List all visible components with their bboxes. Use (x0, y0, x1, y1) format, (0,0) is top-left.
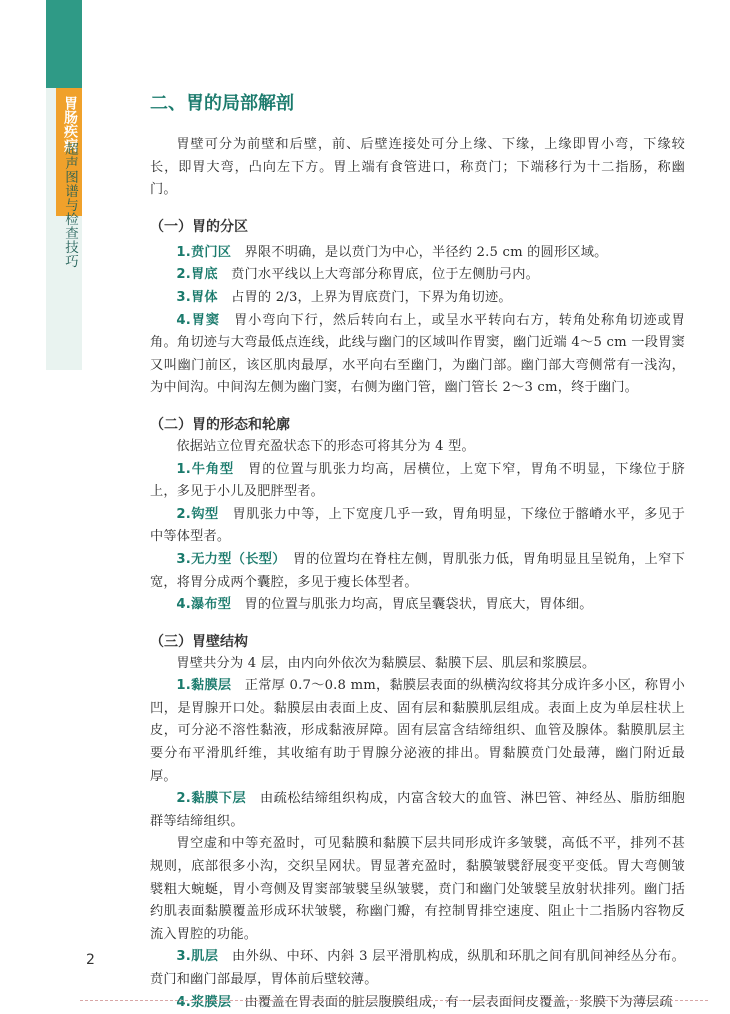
subheading-regions: （一）胃的分区 (150, 218, 248, 235)
folds-paragraph: 胃空虚和中等充盈时，可见黏膜和黏膜下层共同形成许多皱襞，高低不平，排列不甚规则，底部很多小沟，交织呈网状。胃显著充盈时，黏膜皱襞舒展变平变低。胃大弯侧皱襞粗大蜿蜒，胃小弯侧及胃窦部皱襞呈纵皱襞，贲门和幽门处皱襞呈放射状排列。幽门括约肌表面黏膜覆盖形成环状皱襞，称幽门瓣，有控制胃排空速度、阻止十二指肠内容物反流入胃腔的功能。 (150, 836, 685, 942)
list-item: 1.黏膜层 正常厚 0.7～0.8 mm，黏膜层表面的纵横沟纹将其分成许多小区，称胃小凹，是胃腺开口处。黏膜层由表面上皮、固有层和黏膜肌层组成。表面上皮为单层柱状上皮，可分泌不溶性黏液，形成黏液屏障。固有层富含结缔组织、血管及腺体。黏膜肌层主要分布平滑肌纤维，其收缩有助于胃腺分泌液的排出。胃黏膜贲门处最薄，幽门附近最厚。 (150, 678, 685, 784)
list-item: 2.钩型 胃肌张力中等，上下宽度几乎一致，胃角明显，下缘位于髂嵴水平，多见于中等体型者。 (150, 506, 685, 545)
list-item: 3.胃体 占胃的 2/3，上界为胃底贲门，下界为角切迹。 (176, 289, 512, 305)
list-item: 1.贲门区 界限不明确，是以贲门为中心，半径约 2.5 cm 的圆形区域。 (176, 244, 608, 260)
sidebar-top-band (46, 0, 82, 88)
list-item: 4.胃窦 胃小弯向下行，然后转向右上，或呈水平转向右方，转角处称角切迹或胃角。角切迹与大弯最低点连线，此线与幽门的区域叫作胃窦，幽门近端 4～5 cm 一段胃窦又叫幽门前区，该区肌肉最厚，水平向右至幽门，为幽门部。幽门部大弯侧常有一浅沟，为中间沟。中间沟左侧为幽门窦，右侧为幽门管，幽门管长 2～3 cm，终于幽门。 (150, 312, 685, 396)
subheading-wall: （三）胃壁结构 (150, 633, 248, 650)
subheading-shape: （二）胃的形态和轮廓 (150, 416, 290, 433)
sidebar-tab (46, 0, 82, 370)
shape-intro: 依据站立位胃充盈状态下的形态可将其分为 4 型。 (176, 438, 475, 454)
list-item: 4.浆膜层 由覆盖在胃表面的脏层腹膜组成，有一层表面间皮覆盖，浆膜下为薄层疏 (176, 994, 673, 1010)
wall-intro: 胃壁共分为 4 层，由内向外依次为黏膜层、黏膜下层、肌层和浆膜层。 (176, 655, 596, 671)
page-number: 2 (86, 952, 95, 968)
section-title: 二、胃的局部解剖 (150, 93, 294, 114)
list-item: 1.牛角型 胃的位置与肌张力均高，居横位，上宽下窄，胃角不明显，下缘位于脐上，多见于小儿及肥胖型者。 (150, 461, 685, 500)
list-item: 2.胃底 贲门水平线以上大弯部分称胃底，位于左侧肋弓内。 (176, 267, 540, 283)
sidebar-book-title: 胃肠疾病 (62, 96, 78, 152)
intro-paragraph: 胃壁可分为前壁和后壁，前、后壁连接处可分上缘、下缘，上缘即胃小弯，下缘较长，即胃大弯，凸向左下方。胃上端有食管进口，称贲门；下端移行为十二指肠，称幽门。 (150, 137, 685, 198)
footer-divider (80, 1000, 708, 1002)
list-item: 3.肌层 由外纵、中环、内斜 3 层平滑肌构成，纵肌和环肌之间有肌间神经丛分布。贲门和幽门部最厚，胃体前后壁较薄。 (150, 949, 685, 987)
list-item: 2.黏膜下层 由疏松结缔组织构成，内富含较大的血管、淋巴管、神经丛、脂肪细胞群等结缔组织。 (150, 791, 685, 829)
main-content (150, 92, 685, 1014)
list-item: 3.无力型（长型） 胃的位置均在脊柱左侧，胃肌张力低，胃角明显且呈锐角，上窄下宽，将胃分成两个囊腔，多见于瘦长体型者。 (150, 551, 685, 590)
list-item: 4.瀑布型 胃的位置与肌张力均高，胃底呈囊袋状，胃底大，胃体细。 (176, 597, 593, 613)
sidebar-book-subtitle: 超声图谱与检查技巧 (62, 142, 78, 268)
